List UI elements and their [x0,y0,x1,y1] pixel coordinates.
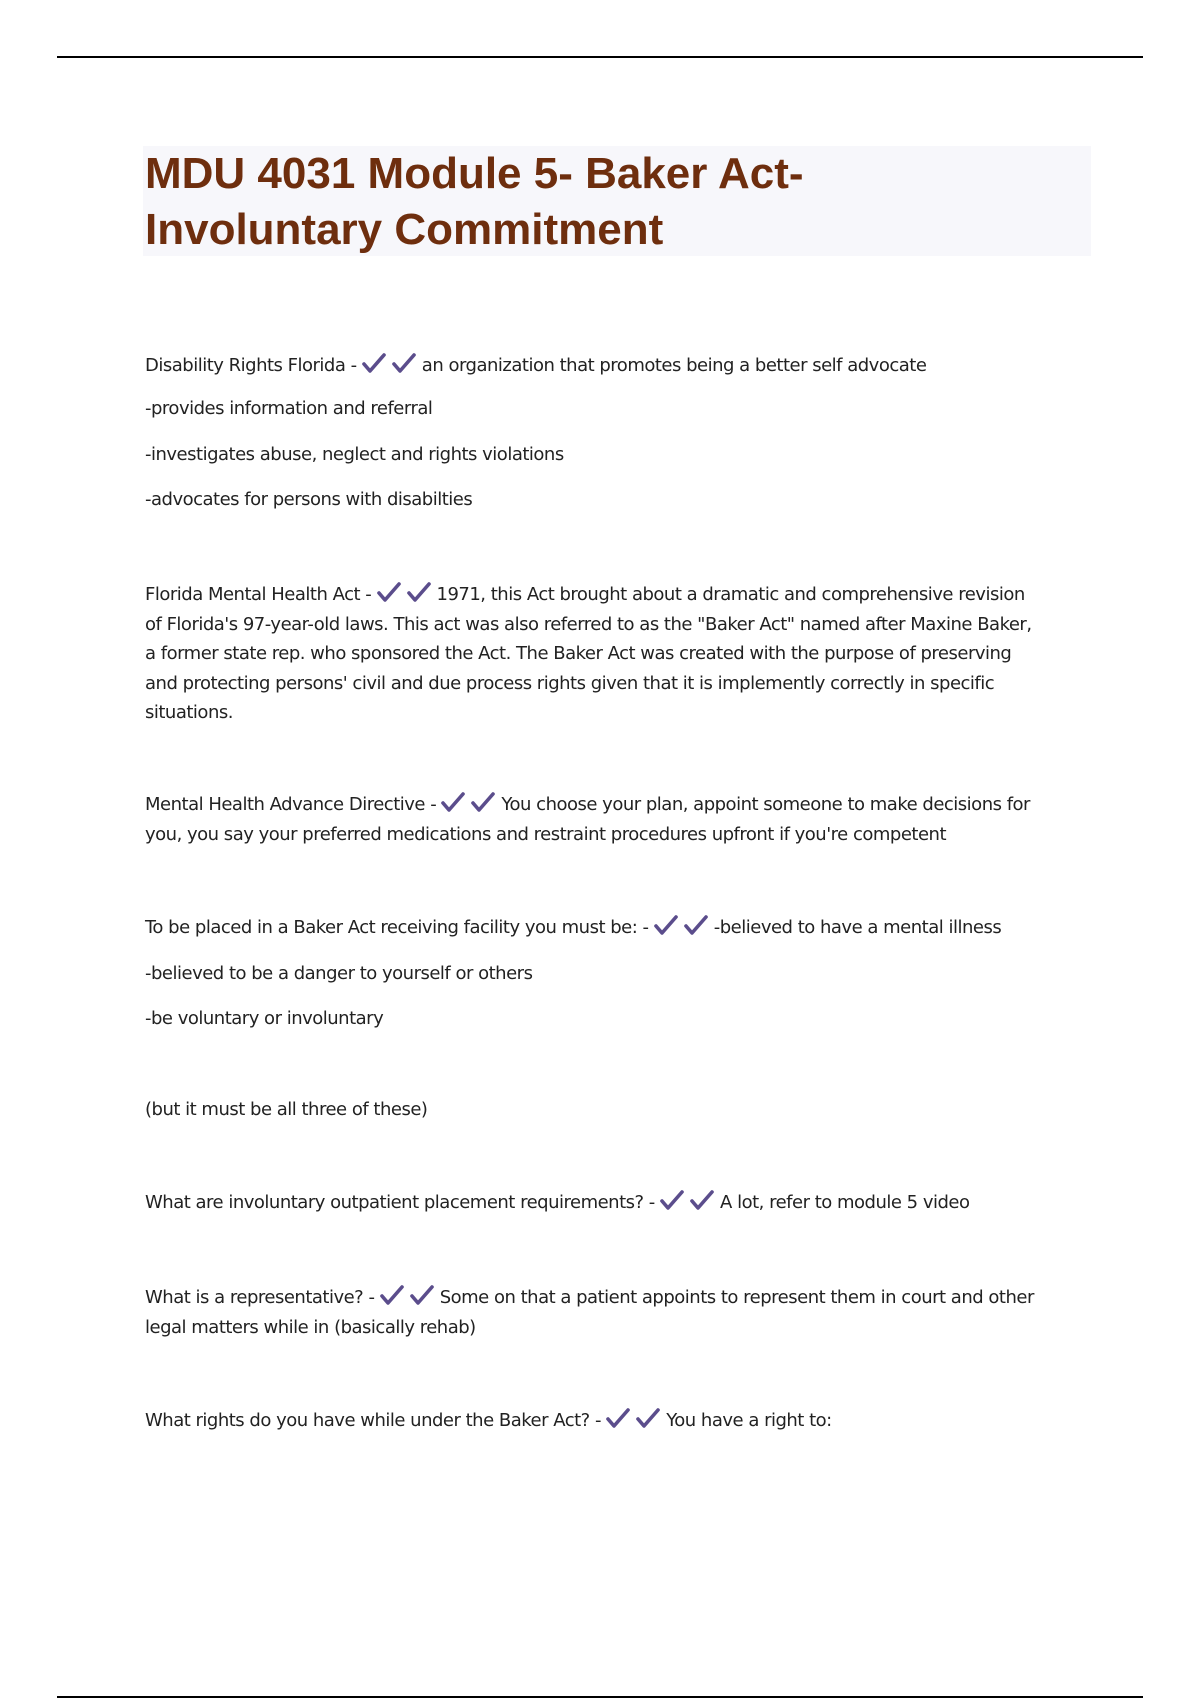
entry-disability-rights-florida [145,352,926,379]
top-rule [57,56,1143,58]
entry-term: Disability Rights Florida - [145,355,362,376]
check-icon [362,352,387,374]
entry-detail: -provides information and referral [145,398,433,419]
entry-detail: (but it must be all three of these) [145,1099,428,1120]
entry-term: Florida Mental Health Act - [145,584,377,605]
entry-rights-under-baker-act [145,1407,832,1434]
check-icon [654,914,679,936]
entry-line [145,580,1090,610]
entry-answer-line: legal matters while in (basically rehab) [145,1316,476,1338]
check-icon [690,1189,715,1211]
check-icon [410,1284,435,1306]
entry-answer-line: a former state rep. who sponsored the Act. The Baker Act was created with the purpose of preserving [145,643,1012,664]
check-icon [606,1407,631,1429]
title-line-2: Involuntary Commitment [145,205,664,254]
entry-answer: an organization that promotes being a better self advocate [421,355,927,376]
entry-detail: -investigates abuse, neglect and rights violations [145,444,564,465]
bottom-rule [57,1696,1143,1698]
entry-baker-act-facility-requirements [145,914,1001,941]
entry-mental-health-advance-directive [145,790,1090,849]
entry-representative [145,1283,1090,1342]
check-icon [684,914,709,936]
entry-florida-mental-health-act [145,580,1090,728]
entry-answer: You choose your plan, appoint someone to make decisions for [501,794,1030,815]
check-icon [377,581,402,603]
entry-term: What rights do you have while under the Baker Act? - [145,1410,607,1431]
check-icon [407,581,432,603]
entry-term: What are involuntary outpatient placement requirements? - [145,1192,661,1213]
entry-answer: You have a right to: [666,1410,832,1431]
title-banner [143,146,1091,256]
entry-term: What is a representative? - [145,1287,380,1308]
entry-answer-line: situations. [145,702,233,723]
entry-answer-line: and protecting persons' civil and due process rights given that it is implemently correctly in specific [145,672,995,694]
entry-answer-line: you, you say your preferred medications and restraint procedures upfront if you're competent [145,823,947,845]
entry-outpatient-placement [145,1189,970,1216]
entry-detail: -advocates for persons with disabilties [145,489,473,510]
entry-detail: -be voluntary or involuntary [145,1008,384,1029]
entry-term: To be placed in a Baker Act receiving facility you must be: - [145,917,654,938]
document-title [143,146,1091,258]
entry-answer: 1971, this Act brought about a dramatic and comprehensive revision [436,584,1025,605]
entry-detail: -believed to be a danger to yourself or others [145,963,533,984]
check-icon [392,352,417,374]
entry-answer: -believed to have a mental illness [713,917,1002,938]
title-line-1: MDU 4031 Module 5- Baker Act- [145,149,804,198]
check-icon [471,791,496,813]
check-icon [441,791,466,813]
entry-answer: Some on that a patient appoints to represent them in court and other [439,1287,1034,1308]
check-icon [660,1189,685,1211]
entry-answer: A lot, refer to module 5 video [720,1192,970,1213]
entry-line [145,790,1090,820]
check-icon [636,1407,661,1429]
entry-answer-line: of Florida's 97-year-old laws. This act was also referred to as the "Baker Act" named after Maxine Baker, [145,613,1032,635]
entry-line [145,1283,1090,1313]
entry-term: Mental Health Advance Directive - [145,794,442,815]
check-icon [380,1284,405,1306]
